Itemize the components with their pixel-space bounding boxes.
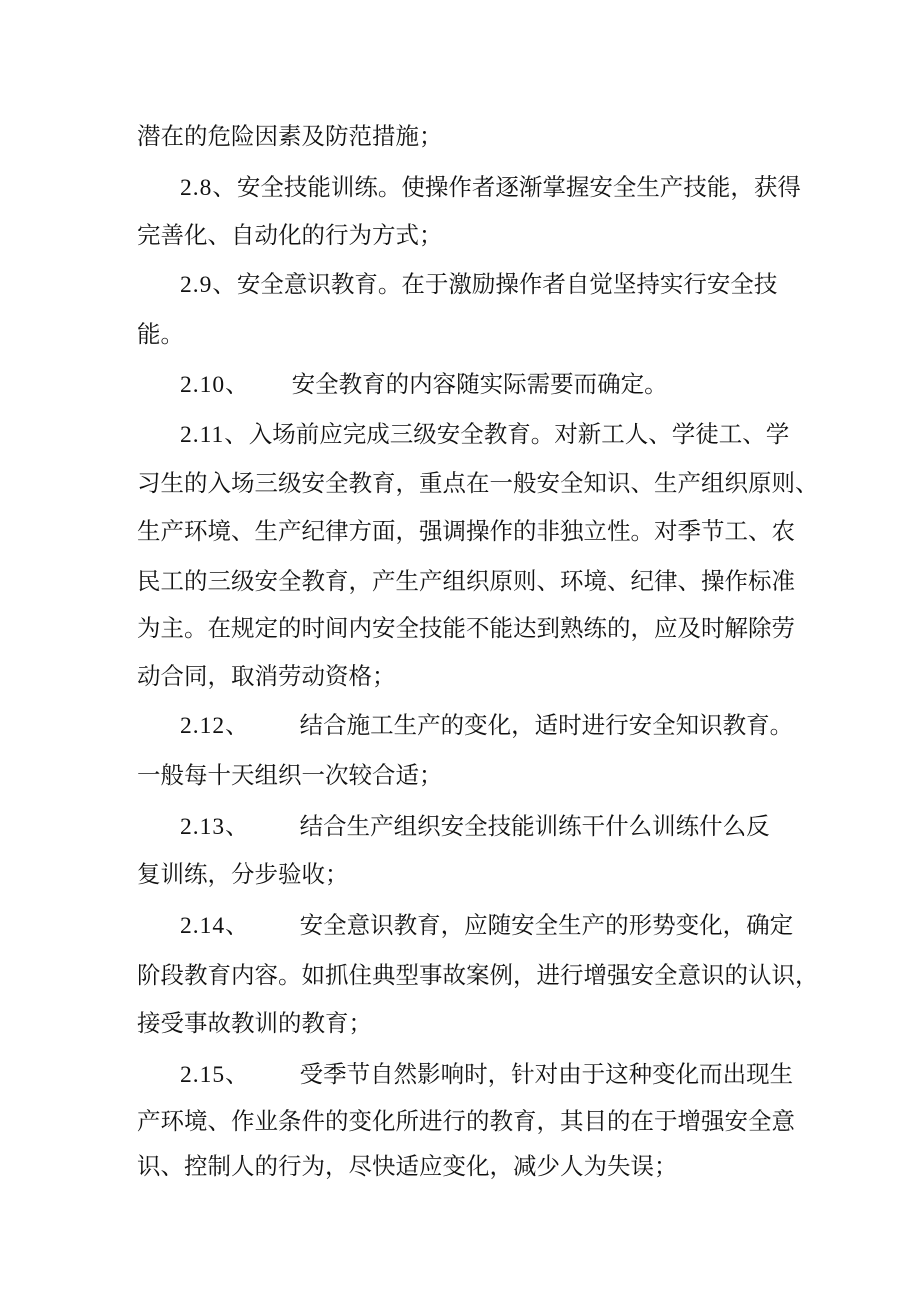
- text-line: 识、控制人的行为，尽快适应变化，减少人为失误；: [137, 1152, 678, 1180]
- text-line: 产环境、作业条件的变化所进行的教育，其目的在于增强安全意: [137, 1107, 795, 1135]
- text-line: 复训练，分步验收；: [137, 860, 349, 888]
- item-number: 2.13、: [180, 814, 250, 840]
- text-line: 2.15、 受季节自然影响时，针对由于这种变化而出现生: [180, 1060, 794, 1088]
- text-line: 潜在的危险因素及防范措施；: [137, 122, 443, 150]
- item-number: 2.12、: [180, 713, 250, 739]
- text-line: 动合同，取消劳动资格；: [137, 662, 396, 690]
- text-line: 一般每十天组织一次较合适；: [137, 761, 443, 789]
- item-number: 2.11、: [180, 422, 249, 448]
- item-number: 2.8、: [180, 175, 237, 201]
- text-line: 习生的入场三级安全教育，重点在一般安全知识、生产组织原则、: [137, 469, 819, 497]
- item-number: 2.14、: [180, 913, 250, 939]
- text-line: 完善化、自动化的行为方式；: [137, 221, 443, 249]
- item-number: 2.10、: [180, 372, 250, 398]
- text-line: 2.11、入场前应完成三级安全教育。对新工人、学徒工、学: [180, 420, 790, 448]
- text-line: 2.8、安全技能训练。使操作者逐渐掌握安全生产技能，获得: [180, 173, 801, 201]
- text-line: 生产环境、生产纪律方面，强调操作的非独立性。对季节工、农: [137, 517, 795, 545]
- text-line: 2.14、 安全意识教育，应随安全生产的形势变化，确定: [180, 911, 794, 939]
- item-number: 2.9、: [180, 272, 237, 298]
- text-line: 2.12、 结合施工生产的变化，适时进行安全知识教育。: [180, 711, 794, 739]
- text-line: 接受事故教训的教育；: [137, 1009, 372, 1037]
- text-line: 2.10、 安全教育的内容随实际需要而确定。: [180, 370, 668, 398]
- item-number: 2.15、: [180, 1062, 250, 1088]
- text-line: 能。: [137, 320, 184, 348]
- text-line: 2.13、 结合生产组织安全技能训练干什么训练什么反: [180, 812, 770, 840]
- text-line: 阶段教育内容。如抓住典型事故案例，进行增强安全意识的认识，: [137, 961, 819, 989]
- text-line: 民工的三级安全教育，产生产组织原则、环境、纪律、操作标准: [137, 567, 795, 595]
- text-line: 为主。在规定的时间内安全技能不能达到熟练的，应及时解除劳: [137, 614, 795, 642]
- text-line: 2.9、安全意识教育。在于激励操作者自觉坚持实行安全技: [180, 270, 778, 298]
